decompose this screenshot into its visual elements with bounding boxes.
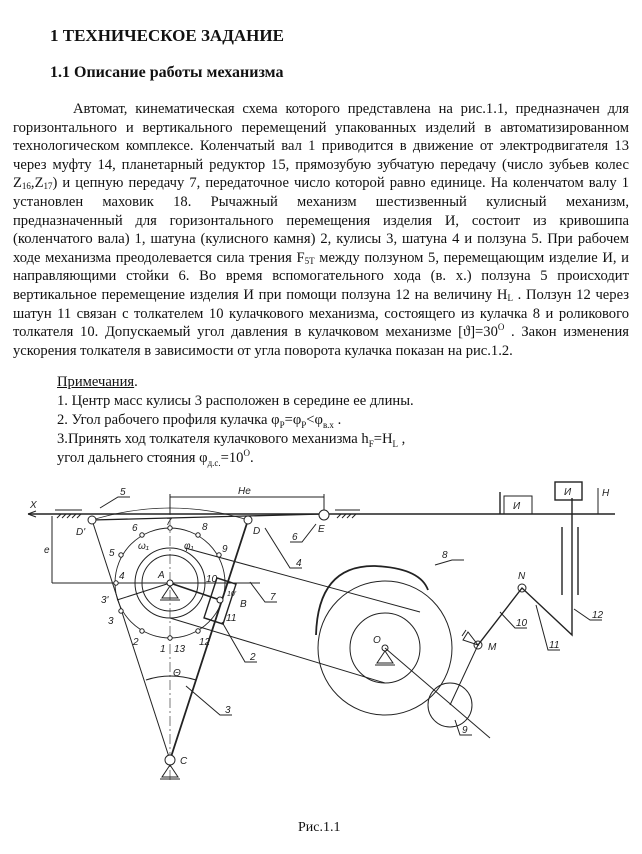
- svg-text:7: 7: [270, 592, 276, 603]
- svg-text:11: 11: [226, 613, 237, 624]
- note-2: 2. Угол рабочего профиля кулачка $\varphi_P=\varphi_P<\varphi_{в.х}$ .: [57, 412, 342, 430]
- svg-text:3: 3: [108, 616, 114, 627]
- svg-text:E: E: [318, 524, 325, 535]
- svg-text:O: O: [373, 635, 381, 646]
- svg-text:N: N: [518, 571, 526, 582]
- notes-block: Примечания. 1. Центр масс кулисы 3 расположен в середине ее длины. 2. Угол рабочего профиля кулачка $\varphi_P=\varphi_P<\varphi_{в.х}$ . 3.Принять ход толкателя кулачкового механизма $h_F=H_L$ , угол дальнего стояния $\varphi_{д.с.}=10^O$.: [57, 374, 414, 468]
- note-1: 1. Центр масс кулисы 3 расположен в середине ее длины.: [57, 393, 414, 409]
- joints: [88, 510, 526, 765]
- section-heading: 1 ТЕХНИЧЕСКОЕ ЗАДАНИЕ: [50, 26, 284, 45]
- svg-text:9: 9: [462, 725, 468, 736]
- follower-arm: [450, 645, 478, 705]
- svg-text:7: 7: [166, 517, 172, 528]
- svg-text:11: 11: [549, 640, 560, 651]
- svg-text:2: 2: [133, 637, 139, 648]
- svg-text:A: A: [158, 570, 165, 581]
- svg-text:8: 8: [442, 550, 448, 561]
- notes-title: Примечания: [57, 374, 135, 390]
- mechanism-diagram: [0, 470, 642, 810]
- label-he: He: [238, 486, 251, 497]
- note-3-cont: угол дальнего стояния $\varphi_{д.с.}=10^O$.: [57, 448, 254, 468]
- svg-text:9: 9: [222, 544, 228, 555]
- svg-text:4: 4: [119, 571, 125, 582]
- subsection-heading: 1.1 Описание работы механизма: [50, 64, 284, 81]
- svg-text:6: 6: [132, 523, 138, 534]
- theta-arc: [146, 676, 196, 680]
- label-hl: H: [602, 488, 610, 499]
- rocker-left: [92, 520, 170, 760]
- part-labels: [100, 487, 604, 736]
- svg-text:10: 10: [516, 618, 528, 629]
- svg-text:8: 8: [202, 522, 208, 533]
- svg-text:10': 10': [227, 591, 237, 598]
- label-theta: Θ: [173, 668, 181, 679]
- support-o-icon: [375, 651, 395, 665]
- label-x: X: [30, 500, 37, 511]
- svg-text:5: 5: [120, 487, 126, 498]
- cam-axis: [385, 648, 490, 738]
- svg-text:1: 1: [160, 644, 166, 655]
- svg-text:10: 10: [206, 574, 218, 585]
- svg-text:C: C: [180, 756, 188, 767]
- svg-text:D: D: [253, 526, 261, 537]
- svg-text:12: 12: [199, 637, 211, 648]
- label-item-upper: И: [564, 487, 572, 498]
- svg-text:3': 3': [101, 595, 109, 606]
- svg-text:ω₁: ω₁: [138, 541, 149, 552]
- svg-text:5: 5: [109, 548, 115, 559]
- figure-caption: Рис.1.1: [298, 820, 341, 835]
- label-item-lower: И: [513, 501, 521, 512]
- label-e: e: [44, 545, 50, 556]
- link-4: [92, 514, 324, 520]
- note-3: 3.Принять ход толкателя кулачкового механизма $h_F=H_L$ ,: [57, 431, 406, 449]
- chain-lower: [170, 618, 385, 683]
- svg-text:13: 13: [174, 644, 186, 655]
- svg-text:3: 3: [225, 705, 231, 716]
- svg-text:B: B: [240, 599, 247, 610]
- svg-text:φ₁: φ₁: [184, 541, 194, 552]
- svg-text:D': D': [76, 527, 86, 538]
- svg-text:4: 4: [296, 558, 302, 569]
- svg-text:2: 2: [250, 652, 256, 663]
- description-paragraph: Автомат, кинематическая схема которого представлена на рис.1.1, предназначен для горизонтального и вертикального перемещений упакованных изделий в автоматизированном технологическом комплексе. Коленчатый вал 1 приводится в движение от электродвигателя 13 через муфту 14, планетарный редуктор 15, прямозубую зубчатую передачу (число зубьев колес $Z_{16},Z_{17}$) и цепную передачу 7, передаточное число которой равно единице. На коленчатом валу 1 установлен маховик 18. Рычажный механизм шестизвенный кулисный механизм, предназначенный для горизонтального перемещения изделия И, состоит из кривошипа (коленчатого вала) 1, шатуна (кулисного камня) 2, кулисы 3, шатуна 4 и ползуна 5. При рабочем ходе механизма преодолевается сила трения $F_{5T}$ между ползуном 5, перемещающим изделие И, и направляющими стойки 6. Во время вспомогательного хода (в. х.) ползуна 5 происходит вертикальное перемещение изделия И при помощи ползуна 12 на величину $H_L$ . Ползун 12 через шатун 11 связан с толкателем 10 кулачкового механизма, состоящего из кулачка 8 и роликового толкателя 10. Допускаемый угол давления в кулачковом механизме $[ϑ]=30^O$ . Закон изменения ускорения толкателя в зависимости от угла поворота кулачка показан на рис.1.2.: [13, 101, 629, 359]
- svg-text:6: 6: [292, 532, 298, 543]
- svg-text:12: 12: [592, 610, 604, 621]
- svg-text:M: M: [488, 642, 497, 653]
